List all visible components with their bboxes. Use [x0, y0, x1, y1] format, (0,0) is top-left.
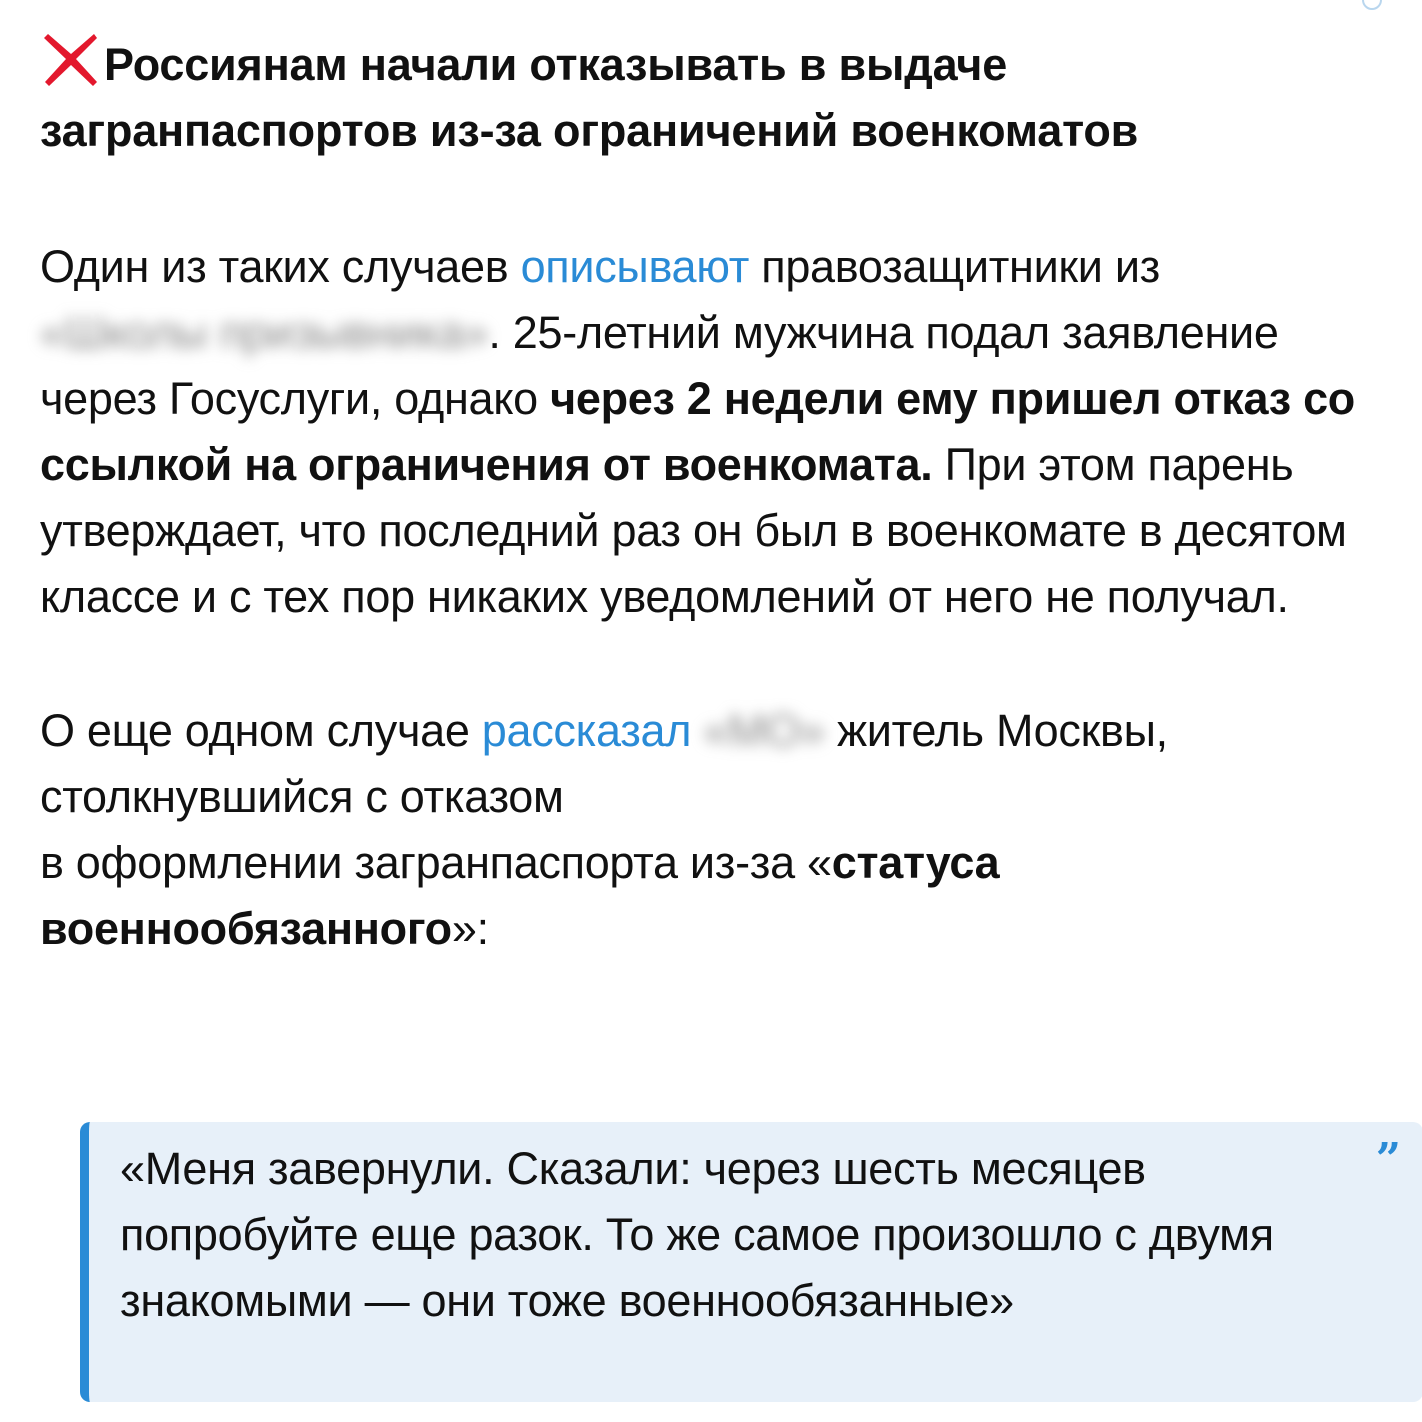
paragraph1-text-4: При этом парень утверждает, что последний раз он был в военкомате в десятом классе и с тех пор никаких уведомлений от него не получал.: [40, 439, 1347, 622]
paragraph-first-case: [40, 234, 1385, 630]
paragraph-second-case: [40, 698, 1385, 962]
blockquote: [80, 1122, 1422, 1402]
headline: [40, 28, 1385, 164]
paragraph1-text-1: Один из таких случаев: [40, 241, 521, 292]
paragraph2-text-3: столкнувшийся с отказом: [40, 771, 564, 822]
quote-mark-icon: ”: [1375, 1134, 1401, 1185]
scroll-indicator: [1362, 0, 1382, 10]
headline-line-1: Россиянам начали отказывать в выдаче: [104, 39, 1008, 90]
paragraph2-text-5: »:: [451, 903, 489, 954]
paragraph1-text-2: правозащитники из: [749, 241, 1161, 292]
quote-text: «Меня завернули. Сказали: через шесть месяцев попробуйте еще разок. То же самое произошло с двумя знакомыми — они тоже военнообязанные»: [120, 1143, 1274, 1326]
paragraph1-bold-text: через 2 недели ему пришел отказ со ссылкой на ограничения от военкомата.: [40, 373, 1355, 490]
message-post: [40, 28, 1385, 962]
link-rasskazal[interactable]: рассказал: [481, 705, 692, 756]
paragraph2-text-2: житель Москвы,: [824, 705, 1168, 756]
paragraph2-text-1: О еще одном случае: [40, 705, 482, 756]
headline-line-2: загранпаспортов из-за ограничений военкоматов: [40, 105, 1139, 156]
link-opisyvayut[interactable]: описывают: [520, 241, 750, 292]
blurred-source-name: «Школы призывника»: [40, 307, 489, 358]
paragraph1-text-3: . 25-летний мужчина подал заявление через Госуслуги, однако: [40, 307, 1279, 424]
paragraph2-bold-text: статуса военнообязанного: [40, 837, 1000, 954]
red-cross-mark-icon: [40, 28, 102, 90]
paragraph2-text-4: в оформлении загранпаспорта из-за «: [40, 837, 832, 888]
blurred-media-name: «МО»: [703, 705, 825, 756]
